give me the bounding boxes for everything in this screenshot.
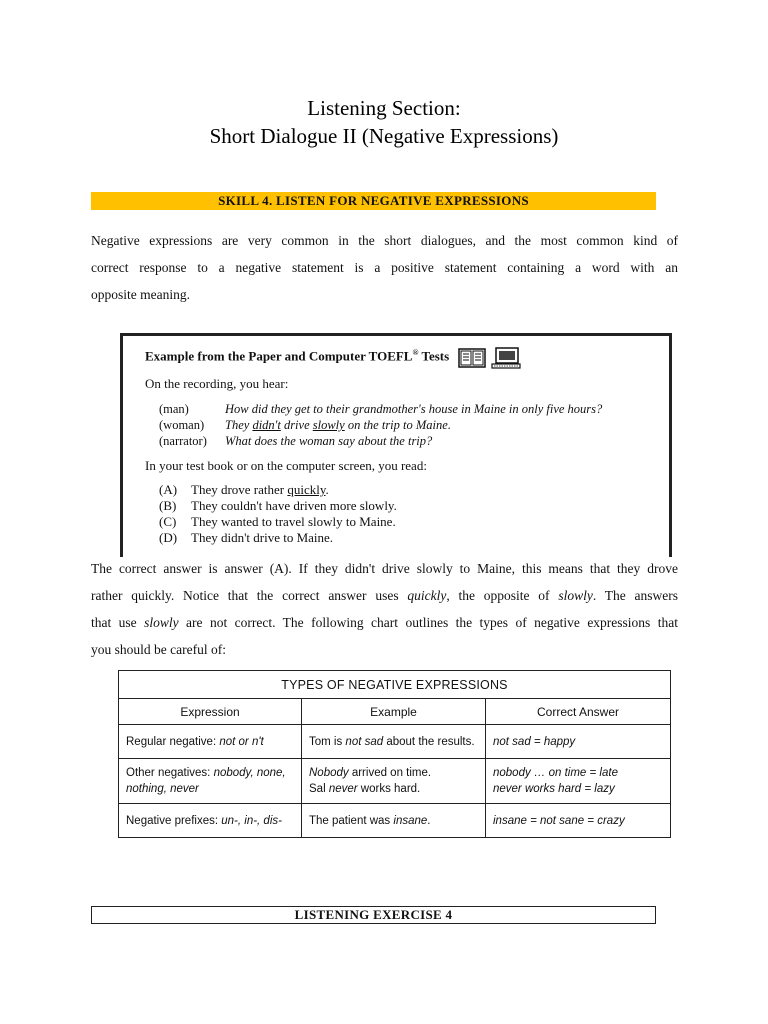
- dialogue-line-man: [159, 402, 602, 417]
- column-header-example: Example: [302, 699, 486, 725]
- explanation-line: that use slowly are not correct. The following chart outlines the types of negative expressions that: [91, 615, 678, 630]
- choice-text: They wanted to travel slowly to Maine.: [191, 514, 396, 529]
- answer-choice-d: [159, 530, 333, 546]
- explanation-line: rather quickly. Notice that the correct answer uses quickly, the opposite of slowly. The answers: [91, 588, 678, 603]
- example-heading-tail: Tests: [418, 348, 450, 364]
- example-cell: Tom is not sad about the results.: [302, 725, 486, 759]
- answer-cell: insane = not sane = crazy: [486, 804, 671, 838]
- column-header-expression: Expression: [119, 699, 302, 725]
- choice-label: (C): [159, 514, 177, 529]
- explanation-line: you should be careful of:: [91, 642, 226, 657]
- example-box: [120, 333, 672, 557]
- table-caption: TYPES OF NEGATIVE EXPRESSIONS: [119, 671, 671, 699]
- dialogue-line-narrator: [159, 434, 432, 449]
- expression-cell: Other negatives: nobody, none, nothing, never: [119, 759, 302, 804]
- answer-cell: not sad = happy: [486, 725, 671, 759]
- table-row: [119, 725, 671, 759]
- dialogue-text: They didn't drive slowly on the trip to Maine.: [225, 418, 451, 432]
- example-cell: The patient was insane.: [302, 804, 486, 838]
- example-heading: [145, 348, 449, 364]
- hear-label: On the recording, you hear:: [145, 376, 289, 391]
- example-cell: Nobody arrived on time. Sal never works hard.: [302, 759, 486, 804]
- choice-text: They couldn't have driven more slowly.: [191, 498, 397, 513]
- page-title-line-1: Listening Section:: [307, 96, 461, 120]
- exercise-heading: LISTENING EXERCISE 4: [91, 906, 656, 924]
- answer-choice-c: [159, 514, 396, 530]
- dialogue-line-woman: [159, 418, 451, 433]
- intro-paragraph: [91, 227, 678, 308]
- read-label: In your test book or on the computer screen, you read:: [145, 458, 427, 473]
- book-icon: [459, 349, 485, 367]
- choice-label: (A): [159, 482, 178, 497]
- answer-choice-a: [159, 482, 329, 498]
- table-row: [119, 804, 671, 838]
- intro-line: Negative expressions are very common in the short dialogues, and the most common kind of: [91, 233, 678, 248]
- example-heading-text: Example from the Paper and Computer TOEFL: [145, 348, 413, 364]
- choice-text: They drove rather quickly.: [191, 482, 329, 497]
- expression-cell: Regular negative: not or n't: [119, 725, 302, 759]
- skill-heading: SKILL 4. LISTEN FOR NEGATIVE EXPRESSIONS: [91, 192, 656, 210]
- answer-cell: nobody … on time = late never works hard = lazy: [486, 759, 671, 804]
- answer-choice-b: [159, 498, 397, 514]
- example-icons: [458, 347, 522, 374]
- choice-label: (D): [159, 530, 178, 545]
- speaker-label: (narrator): [159, 434, 207, 448]
- dialogue-text: What does the woman say about the trip?: [225, 434, 433, 448]
- computer-icon: [492, 348, 520, 368]
- table-row: [119, 759, 671, 804]
- dialogue-text: How did they get to their grandmother's house in Maine in only five hours?: [225, 402, 603, 416]
- choice-label: (B): [159, 498, 177, 513]
- intro-line: correct response to a negative statement is a positive statement containing a word with an: [91, 260, 678, 275]
- registered-mark: ®: [412, 348, 419, 357]
- speaker-label: (woman): [159, 418, 205, 432]
- page-title-line-2: Short Dialogue II (Negative Expressions): [209, 124, 559, 148]
- intro-line: opposite meaning.: [91, 287, 190, 302]
- expression-cell: Negative prefixes: un-, in-, dis-: [119, 804, 302, 838]
- explanation-line: The correct answer is answer (A). If they didn't drive slowly to Maine, this means that they drove: [91, 561, 678, 576]
- column-header-correct-answer: Correct Answer: [486, 699, 671, 725]
- explanation-paragraph: [91, 555, 678, 663]
- negative-expressions-table: [118, 670, 671, 838]
- speaker-label: (man): [159, 402, 189, 416]
- choice-text: They didn't drive to Maine.: [191, 530, 334, 545]
